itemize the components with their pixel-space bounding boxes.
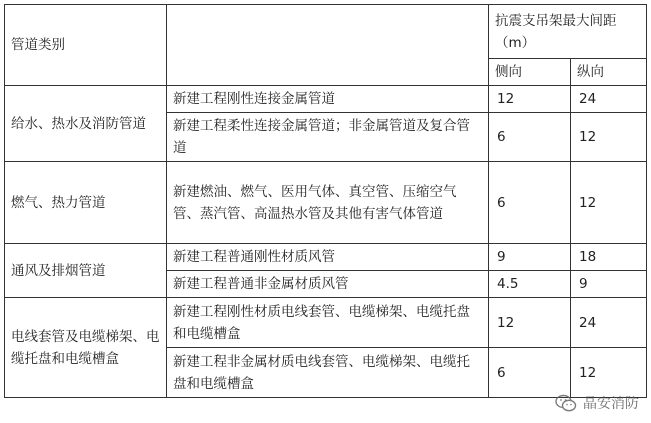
header-category: 管道类别 — [5, 5, 167, 86]
category-cell: 燃气、热力管道 — [5, 162, 167, 244]
description-cell: 新建工程柔性连接金属管道；非金属管道及复合管道 — [167, 113, 489, 162]
lateral-cell: 4.5 — [489, 271, 571, 298]
description-cell: 新建工程普通非金属材质风管 — [167, 271, 489, 298]
lateral-cell: 6 — [489, 162, 571, 244]
longitudinal-cell: 9 — [571, 271, 647, 298]
header-row — [5, 5, 647, 59]
category-cell: 通风及排烟管道 — [5, 244, 167, 298]
lateral-cell: 6 — [489, 348, 571, 398]
longitudinal-cell: 12 — [571, 162, 647, 244]
lateral-cell: 9 — [489, 244, 571, 271]
watermark-text: 晶安消防 — [583, 396, 639, 412]
spacing-table — [4, 4, 647, 398]
header-lateral: 侧向 — [489, 59, 571, 86]
description-cell: 新建工程普通刚性材质风管 — [167, 244, 489, 271]
wechat-icon — [555, 394, 577, 412]
longitudinal-cell: 24 — [571, 298, 647, 348]
lateral-cell: 12 — [489, 86, 571, 113]
longitudinal-cell: 24 — [571, 86, 647, 113]
description-cell: 新建燃油、燃气、医用气体、真空管、压缩空气管、蒸汽管、高温热水管及其他有害气体管道 — [167, 162, 489, 244]
category-cell: 给水、热水及消防管道 — [5, 86, 167, 162]
longitudinal-cell: 18 — [571, 244, 647, 271]
header-longitudinal: 纵向 — [571, 59, 647, 86]
category-cell: 电线套管及电缆梯架、电缆托盘和电缆槽盒 — [5, 298, 167, 398]
description-cell: 新建工程刚性材质电线套管、电缆梯架、电缆托盘和电缆槽盒 — [167, 298, 489, 348]
description-cell: 新建工程非金属材质电线套管、电缆梯架、电缆托盘和电缆槽盒 — [167, 348, 489, 398]
header-max-spacing-line1: 抗震支吊架最大间距 — [495, 12, 617, 29]
watermark — [555, 393, 639, 413]
header-max-spacing — [489, 5, 647, 59]
lateral-cell: 6 — [489, 113, 571, 162]
table-row — [5, 244, 647, 271]
longitudinal-cell: 12 — [571, 113, 647, 162]
header-description — [167, 5, 489, 86]
description-cell: 新建工程刚性连接金属管道 — [167, 86, 489, 113]
table-row — [5, 86, 647, 113]
lateral-cell: 12 — [489, 298, 571, 348]
header-max-spacing-unit: （m） — [495, 34, 536, 51]
table-row — [5, 162, 647, 244]
longitudinal-cell: 12 — [571, 348, 647, 398]
table-row — [5, 298, 647, 348]
